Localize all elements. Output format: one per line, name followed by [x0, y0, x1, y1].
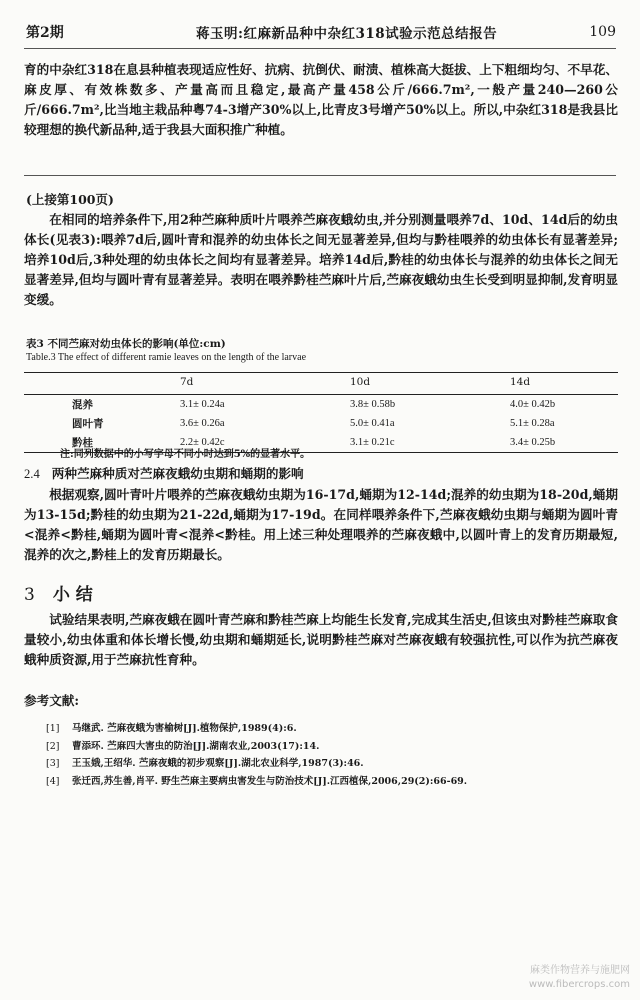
reference-text: 王玉娥,王绍华. 苎麻夜蛾的初步观察[J].湖北农业科学,1987(3):46. [72, 758, 364, 769]
reference-number: [3] [46, 758, 60, 769]
table-header-cell: 14d [510, 373, 618, 395]
section-title: 小 结 [52, 585, 93, 605]
table-header-row [24, 373, 618, 395]
reference-item [46, 720, 467, 738]
section-number: 3 [24, 585, 35, 605]
intro-paragraph: 育的中杂红318在息县种植表现适应性好、抗病、抗倒伏、耐渍、植株高大挺拔、上下粗细均匀、不早花、麻皮厚、有效株数多、产量高而且稳定,最高产量458公斤/666.7m²,一般产量240—260公斤/666.7m²,比当地主栽品种粤74-3增产30%以上,比青皮3号增产50%以上。所以,中杂红318是我县比较理想的换代新品种,适于我县大面积推广种植。 [24, 62, 618, 137]
reference-list [46, 720, 467, 790]
row-label: 圆叶青 [72, 418, 104, 430]
running-title: 蒋玉明:红麻新品种中杂红318试验示范总结报告 [196, 26, 498, 42]
table-cell: 3.8± 0.58b [350, 399, 396, 410]
reference-text: 曹添环. 苎麻四大害虫的防治[J].湖南农业,2003(17):14. [72, 740, 320, 752]
site-watermark [529, 964, 630, 992]
watermark-line: 麻类作物营养与施肥网 [530, 965, 630, 976]
table-note: 注:同列数据中的小写字母不同小时达到5%的显著水平。 [60, 449, 311, 460]
table-header-cell [24, 373, 180, 395]
table-caption-en: Table.3 The effect of different ramie leaves on the length of the larvae [26, 352, 307, 363]
reference-item [46, 738, 467, 756]
reference-text: 张迁西,苏生善,肖平. 野生苎麻主要病虫害发生与防治技术[J].江西植保,2006,29(2):66-69. [72, 775, 468, 787]
body-paragraph-2: 根据观察,圆叶青叶片喂养的苎麻夜蛾幼虫期为16-17d,蛹期为12-14d;混养的幼虫期为18-20d,蛹期为13-15d;黔桂的幼虫期为21-22d,蛹期为17-19d。在同样喂养条件下,苎麻夜蛾幼虫期与蛹期为圆叶青<混养<黔桂,蛹期为圆叶青<混养<黔桂。用上述三种处理喂养的苎麻夜蛾中,以圆叶青上的发育历期最短,混养的次之,黔桂上的发育历期最长。 [24, 487, 618, 562]
table-cell: 3.6± 0.26a [180, 418, 225, 429]
reference-item [46, 773, 467, 791]
continued-note: (上接第100页) [26, 192, 114, 207]
table-cell: 2.2± 0.42c [180, 433, 350, 453]
table-header-cell: 7d [180, 373, 350, 395]
row-label: 黔桂 [24, 433, 180, 453]
table-cell: 5.1± 0.28a [510, 418, 555, 429]
section-3-heading [24, 580, 93, 605]
table-row [24, 414, 618, 433]
table-cell: 5.0± 0.41a [350, 418, 395, 429]
data-table [24, 372, 618, 453]
section-title: 两种苎麻种质对苎麻夜蛾幼虫期和蛹期的影响 [51, 466, 304, 481]
section-2-4-heading [24, 463, 304, 482]
table-row [24, 395, 618, 415]
article-divider [24, 175, 616, 176]
table-cell: 3.1± 0.24a [180, 399, 225, 410]
row-label: 混养 [72, 399, 93, 411]
running-header [26, 18, 616, 44]
reference-number: [2] [46, 740, 60, 752]
section-number: 2.4 [24, 467, 40, 481]
reference-number: [1] [46, 723, 60, 734]
body-paragraph-3: 试验结果表明,苎麻夜蛾在圆叶青苎麻和黔桂苎麻上均能生长发育,完成其生活史,但该虫对黔桂苎麻取食量较小,幼虫体重和体长增长慢,幼虫期和蛹期延长,说明黔桂苎麻对苎麻夜蛾有较强抗性,可以作为抗苎麻夜蛾种质资源,用于苎麻抗性育种。 [24, 612, 618, 667]
table-cell: 3.1± 0.21c [350, 433, 510, 453]
reference-text: 马继武. 苎麻夜蛾为害榆树[J].植物保护,1989(4):6. [72, 723, 297, 734]
issue-label: 第2期 [26, 25, 64, 41]
page-number: 109 [589, 24, 616, 40]
table-cell: 3.4± 0.25b [510, 433, 618, 453]
reference-item [46, 755, 467, 773]
table-header-cell: 10d [350, 373, 510, 395]
table-caption-cn: 表3 不同苎麻对幼虫体长的影响(单位:cm) [26, 338, 226, 350]
header-rule [24, 48, 616, 49]
reference-number: [4] [46, 775, 60, 787]
table-cell: 4.0± 0.42b [510, 399, 556, 410]
watermark-line: www.fibercrops.com [528, 979, 630, 990]
body-paragraph-1: 在相同的培养条件下,用2种苎麻种质叶片喂养苎麻夜蛾幼虫,并分别测量喂养7d、10d、14d后的幼虫体长(见表3):喂养7d后,圆叶青和混养的幼虫体长之间无显著差异,但均与黔桂喂养的幼虫体长有显著差异;培养10d后,3种处理的幼虫体长之间均有显著差异。培养14d后,黔桂的幼虫体长与混养的幼虫体长之间无显著差异,但均与圆叶青有显著差异。表明在喂养黔桂苎麻叶片后,苎麻夜蛾幼虫生长受到明显抑制,发育明显变缓。 [24, 212, 618, 307]
references-title: 参考文献: [24, 693, 80, 708]
